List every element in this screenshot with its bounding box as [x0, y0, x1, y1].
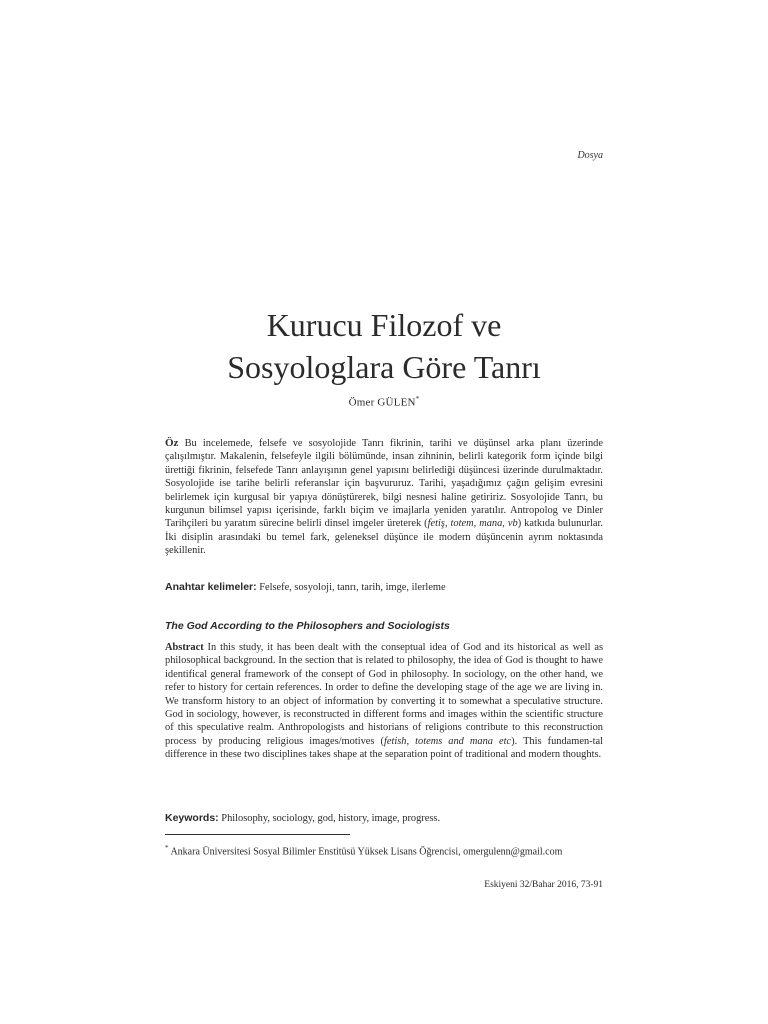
section-label: Dosya [577, 150, 603, 161]
author [0, 395, 768, 409]
abstract-text-b: ). This fundamen-tal difference in these two disciplines takes shape at the separation point of traditional and modern thoughts. [165, 735, 603, 761]
english-title: The God According to the Philosophers and Sociologists [165, 620, 450, 632]
abstract-text-a: In this study, it has been dealt with the conseptual idea of God and its historical as well as philosophical background. In the section that is related to philosophy, the idea of God is thought to hawe identifical general framework of the consept of God in philosophy. In sociology, on the other hand, we refer to history for certain references. In order to define the developing stage of the age we are living in. We transform history to an object of information by converting it to somewhat a speculative structure. God in sociology, however, is reconstructed in different forms and images within the scientific structure of this speculative realm. Anthropologists and historians of religions contribute to this reconstruction process by producing religious images/motives ( [165, 642, 603, 747]
turkish-abstract [165, 437, 603, 558]
keywords-en-text: Philosophy, sociology, god, history, image, progress. [218, 813, 441, 824]
title-line-1: Kurucu Filozof ve [266, 307, 502, 344]
footnote-divider [165, 834, 350, 835]
journal-citation: Eskiyeni 32/Bahar 2016, 73-91 [484, 880, 603, 890]
english-keywords [165, 812, 603, 825]
oz-label: Öz [165, 437, 179, 449]
turkish-keywords [165, 581, 603, 594]
oz-text-a: Bu incelemede, felsefe ve sosyolojide Tanrı fikrinin, tarihi ve düşünsel arka planı üzerinde çalışılmıştır. Makalenin, felsefeyle ilgili bölümünde, insan zihninin, belirli kategorik form içinde bilgi ürettiği fikrinin, felsefede Tanrı anlayışının genel yapısını belirlediği düşüncesi üzerinde durulmaktadır. Sosyolojide ise tarihe belirli referanslar için başvururuz. Tarihi, yaşadığımız çağın gelişim evresini belirlemek için kurgusal bir yapıya dönüştürerek, bilgi nesnesi haline getiririz. Sosyolojide Tanrı, bu kurgunun bilimsel yapısı içerisinde, farklı biçim ve imajlarla yeniden yaratılır. Antropolog ve Dinler Tarihçileri bu yaratım sürecine belirli dinsel imgeler üreterek ( [165, 438, 603, 530]
english-abstract [165, 641, 603, 762]
article-title [0, 304, 768, 388]
oz-text-b: ) katkıda bulunurlar. İki disiplin arasındaki bu temel fark, geleneksel düşünce ile modern düşüncenin ayrım noktasında şekillenir. [165, 518, 604, 557]
keywords-tr-text: Felsefe, sosyoloji, tanrı, tarih, imge, ilerleme [256, 582, 446, 593]
keywords-tr-label: Anahtar kelimeler: [165, 581, 257, 593]
title-line-2: Sosyologlara Göre Tanrı [227, 349, 541, 386]
footnote [165, 844, 603, 857]
abstract-label: Abstract [165, 642, 204, 653]
oz-italic: fetiş, totem, mana, vb [427, 518, 518, 530]
footnote-mark: * [165, 844, 169, 852]
author-name: Ömer GÜLEN [348, 396, 416, 409]
author-footnote-mark: * [415, 395, 420, 403]
abstract-italic: fetish, totems and mana etc [383, 735, 512, 747]
footnote-text: Ankara Üniversitesi Sosyal Bilimler Enstitüsü Yüksek Lisans Öğrencisi, omergulenn@gmail.com [168, 846, 563, 858]
keywords-en-label: Keywords: [165, 812, 219, 824]
